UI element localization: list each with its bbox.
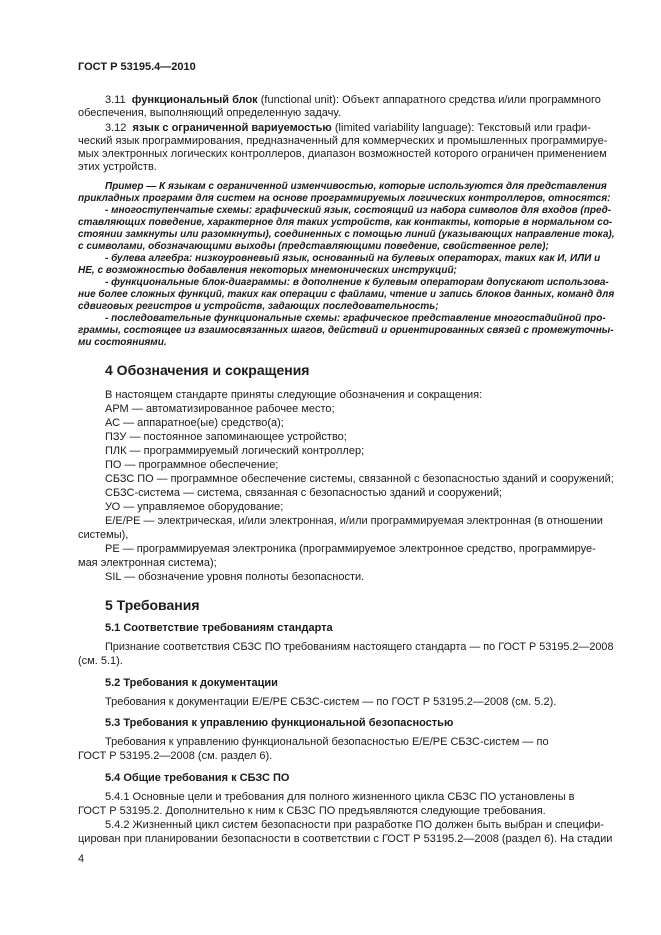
term-number: 3.12 (105, 122, 127, 134)
example-line: сдвиговых регистров и устройств, задающих последовательность; (78, 301, 439, 312)
abbreviation-item: мая электронная система); (78, 557, 217, 569)
subsection-title: 5.1 Соответствие требованиям стандарта (105, 622, 333, 634)
term-definition: Текстовый или графи- (477, 122, 591, 134)
example-line: с символами, обозначающими выходы (представляющими поведение, свойственное реле); (78, 241, 549, 252)
term-english: (functional unit): (260, 94, 339, 106)
paragraph-line: Требования к документации Е/Е/РЕ СБЗС-систем — по ГОСТ Р 53195.2—2008 (см. 5.2). (105, 696, 557, 708)
example-line: ставляющих поведение, характерное для таких устройств, как контакты, которые в нормальном со- (78, 217, 613, 228)
paragraph-line: Требования к управлению функциональной безопасностью Е/Е/РЕ СБЗС-систем — по (105, 736, 549, 748)
abbreviation-item: РЕ — программируемая электроника (программируемое электронное средство, программируе- (105, 543, 596, 555)
example-line: стоянии замкнуты или разомкнуты), соединенных с помощью линий (указывающих направление тока), (78, 229, 615, 240)
example-line: ми состояниями. (78, 337, 167, 348)
abbreviation-item: СБЗС ПО — программное обеспечение системы, связанной с безопасностью зданий и сооружений; (105, 473, 614, 485)
term-line (105, 122, 591, 135)
page-number: 4 (78, 853, 85, 865)
example-line: ние более сложных функций, таких как операции с файлами, чтение и запись блоков данных, команд для (78, 289, 615, 300)
paragraph-line: цирован при планировании безопасности в соответствии с ГОСТ Р 53195.2—2008 (раздел 6). На стадии (78, 833, 613, 845)
abbreviation-item: Е/Е/РЕ — электрическая, и/или электронная, и/или программируемая электронная (в отношении (105, 515, 603, 527)
example-line: прикладных программ для систем на основе программируемых логических контроллеров, относятся: (78, 193, 611, 204)
subsection-title: 5.4 Общие требования к СБЗС ПО (105, 772, 290, 784)
paragraph-line: 5.4.1 Основные цели и требования для полного жизненного цикла СБЗС ПО установлены в (105, 791, 575, 803)
term-definition: Объект аппаратного средства и/или программного (342, 94, 601, 106)
abbreviation-item: SIL — обозначение уровня полноты безопасности. (105, 571, 365, 583)
abbreviation-item: ПО — программное обеспечение; (105, 459, 279, 471)
term-line: мых электронных логических контроллеров, диапазон возможностей которого ограничен применением (78, 148, 607, 160)
example-line: - многоступенчатые схемы: графический язык, состоящий из набора символов для входов (пред- (105, 205, 612, 216)
abbreviation-item: АС — аппаратное(ые) средство(а); (105, 417, 284, 429)
term-line: ческий язык программирования, предназначенный для коммерческих и промышленных программируе- (78, 135, 608, 147)
paragraph-line: Признание соответствия СБЗС ПО требованиям настоящего стандарта — по ГОСТ Р 53195.2—2008 (105, 641, 614, 653)
paragraph-line: ГОСТ Р 53195.2. Дополнительно к ним к СБЗС ПО предъявляются следующие требования. (78, 805, 546, 817)
example-line: - булева алгебра: низкоуровневый язык, основанный на булевых операторах, таких как И, ИЛИ и (105, 253, 601, 264)
abbreviation-item: СБЗС-система — система, связанная с безопасностью зданий и сооружений; (105, 487, 503, 499)
subsection-title: 5.2 Требования к документации (105, 677, 278, 689)
section-intro: В настоящем стандарте приняты следующие обозначения и сокращения: (105, 389, 483, 401)
abbreviation-item: АРМ — автоматизированное рабочее место; (105, 403, 335, 415)
example-line: - последовательные функциональные схемы: графическое представление многостадийной про- (105, 313, 606, 324)
subsection-title: 5.3 Требования к управлению функциональной безопасностью (105, 717, 454, 729)
term-name: функциональный блок (131, 94, 258, 106)
term-number: 3.11 (105, 94, 126, 106)
abbreviation-item: ПЛК — программируемый логический контроллер; (105, 445, 365, 457)
example-line: граммы, состоящее из взаимосвязанных шагов, действий и ориентированных связей с промежуточны- (78, 325, 614, 336)
abbreviation-item: ПЗУ — постоянное запоминающее устройство; (105, 431, 347, 443)
term-line: этих устройств. (78, 161, 157, 173)
abbreviation-item: системы), (78, 529, 129, 541)
example-line: НЕ, с возможностью добавления некоторых мнемонических инструкций; (78, 265, 457, 276)
abbreviation-item: УО — управляемое оборудование; (105, 501, 284, 513)
term-line: обеспечения, выполняющий определенную задачу. (78, 107, 341, 119)
document-code: ГОСТ Р 53195.4—2010 (78, 61, 196, 73)
example-line: - функциональные блок-диаграммы: в дополнение к булевым операторам допускают использова- (105, 277, 609, 288)
paragraph-line: ГОСТ Р 53195.2—2008 (см. раздел 6). (78, 750, 273, 762)
section-title: 4 Обозначения и сокращения (105, 362, 310, 378)
example-line: Пример — К языкам с ограниченной изменчивостью, которые используются для представления (105, 181, 607, 192)
term-line (105, 94, 601, 107)
term-name: язык с ограниченной вариуемостью (132, 122, 332, 134)
paragraph-line: (см. 5.1). (78, 655, 123, 667)
paragraph-line: 5.4.2 Жизненный цикл систем безопасности при разработке ПО должен быть выбран и специфи- (105, 819, 604, 831)
section-title: 5 Требования (105, 597, 200, 613)
term-english: (limited variability language): (334, 122, 475, 134)
